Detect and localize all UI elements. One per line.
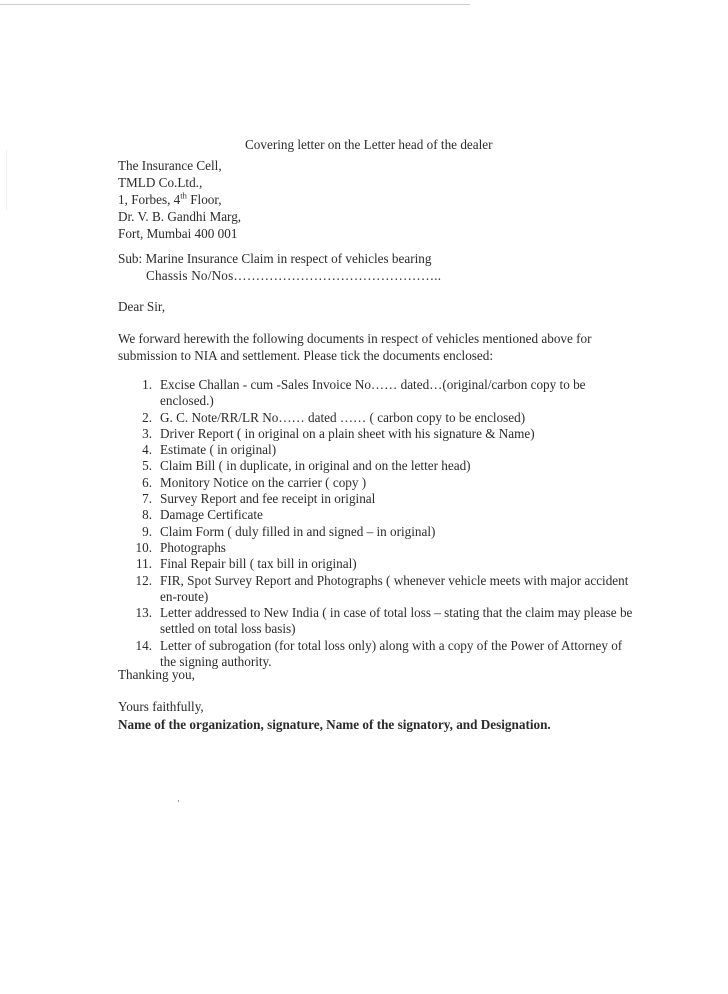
list-item bbox=[118, 605, 638, 638]
list-item-text: Damage Certificate bbox=[160, 507, 263, 523]
address-line-3 bbox=[118, 191, 241, 208]
recipient-address bbox=[118, 157, 241, 242]
list-item-text: Survey Report and fee receipt in original bbox=[160, 491, 376, 507]
list-item-text: Claim Bill ( in duplicate, in original and on the letter head) bbox=[160, 458, 471, 474]
list-item bbox=[118, 524, 638, 540]
signature-line: Name of the organization, signature, Name of the signatory, and Designation. bbox=[118, 717, 551, 732]
list-item-number: 10. bbox=[135, 539, 152, 555]
list-item-number: 14. bbox=[135, 637, 152, 653]
list-item bbox=[118, 410, 638, 426]
scan-speck bbox=[178, 800, 179, 802]
address-line-2: TMLD Co.Ltd., bbox=[118, 175, 203, 190]
list-item-text: Letter addressed to New India ( in case of total loss – stating that the claim may please be settled on total loss basis) bbox=[160, 605, 633, 637]
address-line-5: Fort, Mumbai 400 001 bbox=[118, 226, 238, 241]
list-item-number: 9. bbox=[142, 523, 152, 539]
scan-shadow bbox=[6, 150, 7, 210]
list-item-text: Estimate ( in original) bbox=[160, 442, 277, 458]
document-list bbox=[118, 377, 638, 670]
list-item-number: 4. bbox=[142, 442, 152, 458]
list-item bbox=[118, 556, 638, 572]
list-item-number: 8. bbox=[142, 507, 152, 523]
list-item bbox=[118, 491, 638, 507]
address-line-1: The Insurance Cell, bbox=[118, 158, 222, 173]
list-item-text: Photographs bbox=[160, 539, 226, 555]
list-item-number: 5. bbox=[142, 458, 152, 474]
letter-title: Covering letter on the Letter head of the dealer bbox=[245, 137, 493, 152]
list-item-text: Excise Challan - cum -Sales Invoice No…… dated…(original/carbon copy to be enclosed.) bbox=[160, 377, 586, 409]
address-line-3-superscript: th bbox=[180, 190, 187, 201]
list-item-number: 13. bbox=[135, 605, 152, 621]
list-item-text: Final Repair bill ( tax bill in original) bbox=[160, 556, 357, 572]
list-item-number: 6. bbox=[142, 474, 152, 490]
closing-yours: Yours faithfully, bbox=[118, 699, 204, 714]
list-item-text: Claim Form ( duly filled in and signed – in original) bbox=[160, 523, 436, 539]
intro-paragraph: We forward herewith the following documents in respect of vehicles mentioned above for submission to NIA and settlement. Please tick the documents enclosed: bbox=[118, 331, 592, 363]
list-item-text: G. C. Note/RR/LR No…… dated …… ( carbon copy to be enclosed) bbox=[160, 409, 526, 425]
address-line-3-text: 1, Forbes, 4 bbox=[118, 192, 181, 207]
subject-line-2: Chassis No/Nos……………………………………….. bbox=[146, 268, 442, 283]
subject-block bbox=[118, 250, 441, 284]
salutation: Dear Sir, bbox=[118, 299, 166, 314]
closing-thanks: Thanking you, bbox=[118, 667, 195, 682]
address-line-4: Dr. V. B. Gandhi Marg, bbox=[118, 209, 242, 224]
list-item bbox=[118, 573, 638, 606]
list-item-number: 1. bbox=[142, 377, 152, 392]
list-item bbox=[118, 540, 638, 556]
list-item bbox=[118, 507, 638, 523]
list-item-text: Letter of subrogation (for total loss only) along with a copy of the Power of Attorney of the signing authority. bbox=[160, 637, 623, 670]
list-item-number: 11. bbox=[136, 556, 152, 572]
list-item-number: 7. bbox=[142, 491, 152, 507]
list-item bbox=[118, 442, 638, 458]
subject-line-1: Sub: Marine Insurance Claim in respect of vehicles bearing bbox=[118, 251, 432, 266]
list-item-text: Driver Report ( in original on a plain sheet with his signature & Name) bbox=[160, 425, 535, 441]
list-item bbox=[118, 475, 638, 491]
list-item bbox=[118, 458, 638, 474]
list-item-number: 2. bbox=[142, 409, 152, 425]
address-line-3-tail: Floor, bbox=[186, 192, 222, 207]
list-item bbox=[118, 377, 638, 410]
list-item bbox=[118, 638, 638, 671]
list-item-text: Monitory Notice on the carrier ( copy ) bbox=[160, 474, 367, 490]
list-item-number: 12. bbox=[135, 572, 152, 588]
list-item bbox=[118, 426, 638, 442]
list-item-number: 3. bbox=[142, 425, 152, 441]
list-item-text: FIR, Spot Survey Report and Photographs ( whenever vehicle meets with major accident en-route) bbox=[160, 572, 629, 604]
